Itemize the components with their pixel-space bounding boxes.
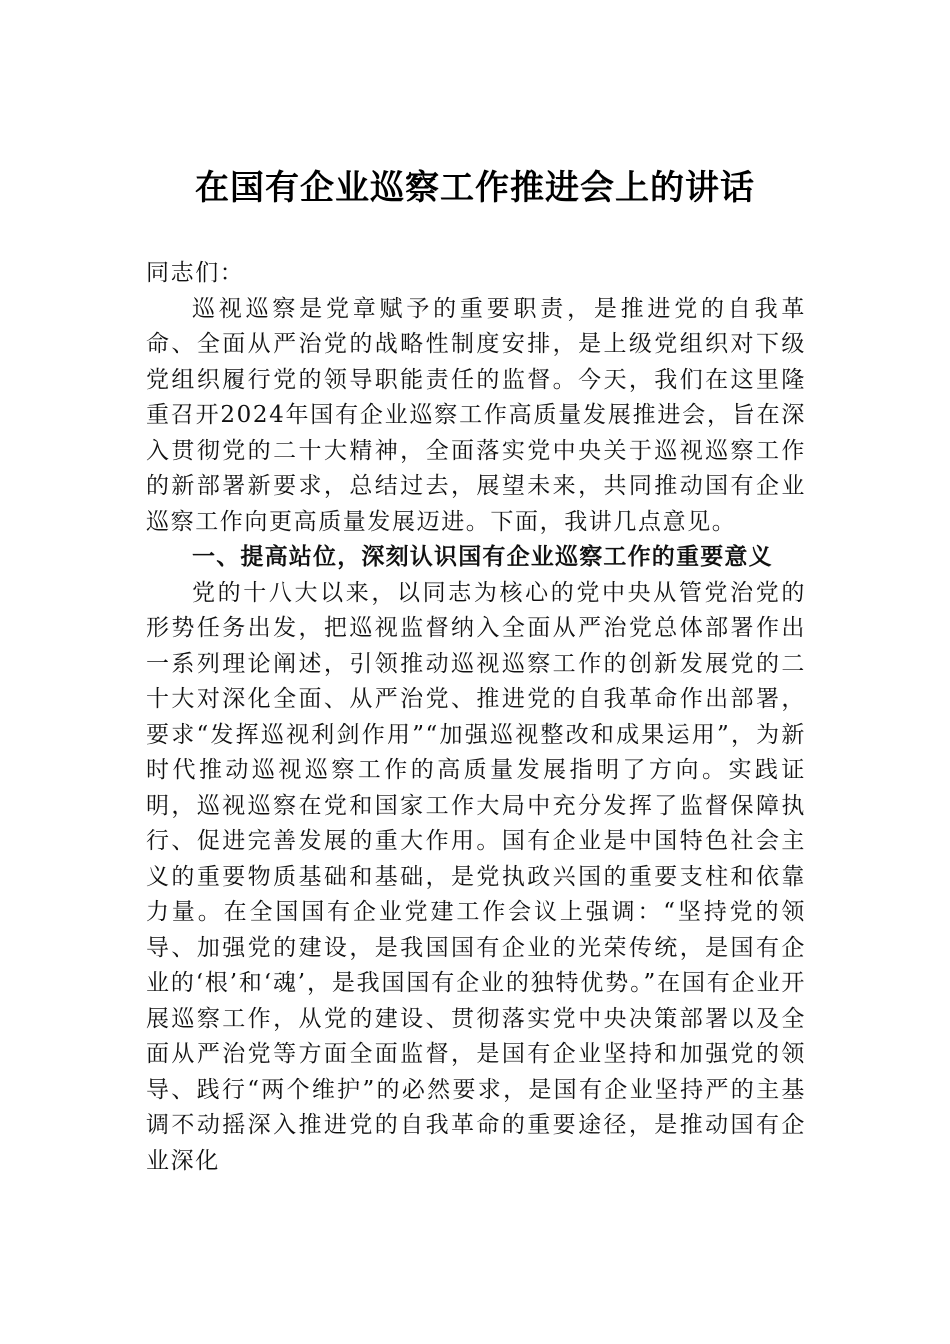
document-title: 在国有企业巡察工作推进会上的讲话 [195,168,755,208]
document-body [146,256,806,1179]
section-paragraph: 党的十八大以来，以同志为核心的党中央从管党治党的形势任务出发，把巡视监督纳入全面从严治党总体部署作出一系列理论阐述，引领推动巡视巡察工作的创新发展党的二十大对深化全面、从严治党、推进党的自我革命作出部署，要求“发挥巡视利剑作用”“加强巡视整改和成果运用”，为新时代推动巡视巡察工作的高质量发展指明了方向。实践证明，巡视巡察在党和国家工作大局中充分发挥了监督保障执行、促进完善发展的重大作用。国有企业是中国特色社会主义的重要物质基础和基础，是党执政兴国的重要支柱和依靠力量。在全国国有企业党建工作会议上强调：“坚持党的领导、加强党的建设，是我国国有企业的光荣传统，是国有企业的‘根’和‘魂’，是我国国有企业的独特优势。”在国有企业开展巡察工作，从党的建设、贯彻落实党中央决策部署以及全面从严治党等方面全面监督，是国有企业坚持和加强党的领导、践行“两个维护”的必然要求，是国有企业坚持严的主基调不动摇深入推进党的自我革命的重要途径，是推动国有企业深化 [146,579,806,1174]
salutation: 同志们： [146,260,245,286]
intro-paragraph: 巡视巡察是党章赋予的重要职责，是推进党的自我革命、全面从严治党的战略性制度安排，是上级党组织对下级党组织履行党的领导职能责任的监督。今天，我们在这里隆重召开2024年国有企业巡察工作高质量发展推进会，旨在深入贯彻党的二十大精神，全面落实党中央关于巡视巡察工作的新部署新要求，总结过去，展望未来，共同推动国有企业巡察工作向更高质量发展迈进。下面，我讲几点意见。 [146,295,806,535]
section-heading: 一、提高站位，深刻认识国有企业巡察工作的重要意义 [192,544,773,570]
